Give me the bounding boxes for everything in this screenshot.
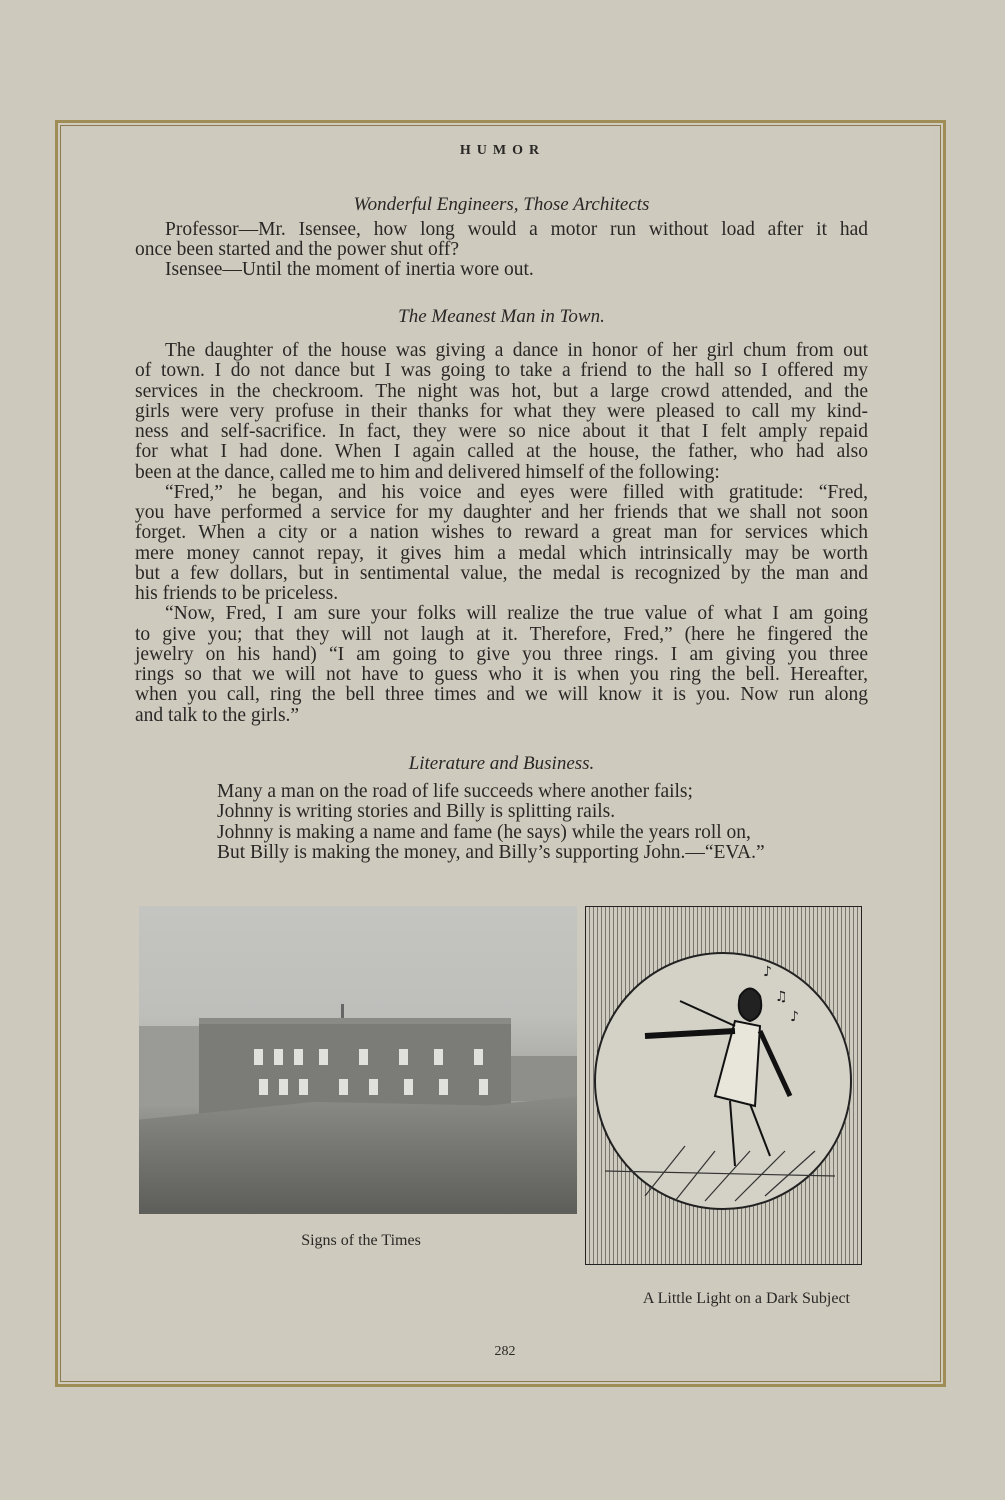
building-window (299, 1079, 308, 1095)
music-note-icon: ♪ (763, 964, 772, 980)
music-note-icon: ♫ (775, 989, 788, 1005)
text-line: and talk to the girls.” (135, 704, 300, 726)
photo-caption: Signs of the Times (301, 1232, 421, 1249)
text-line: “Fred,” he began, and his voice and eyes were filled with gratitude: “Fred, (165, 481, 868, 503)
text-line: to give you; that they will not laugh at it. Therefore, Fred,” (here he fingered the (135, 623, 868, 645)
text-line: forget. When a city or a nation wishes to reward a great man for services which (135, 522, 868, 544)
building-window (474, 1049, 483, 1065)
building-window (399, 1049, 408, 1065)
building-window (339, 1079, 348, 1095)
building-window (319, 1049, 328, 1065)
text-line: The daughter of the house was giving a dance in honor of her girl chum from out (165, 340, 868, 361)
section-title-literature: Literature and Business. (408, 753, 595, 774)
text-line: Professor—Mr. Isensee, how long would a motor run without load after it had (165, 219, 868, 240)
text-line: you have performed a service for my daughter and her friends that we shall not soon (135, 502, 868, 523)
text-line: mere money cannot repay, it gives him a medal which intrinsically may be worth (135, 542, 868, 564)
text-line: Isensee—Until the moment of inertia wore out. (165, 259, 534, 280)
building-window (434, 1049, 443, 1065)
running-header: HUMOR (459, 143, 546, 158)
text-line: his friends to be priceless. (135, 583, 339, 604)
building-window (369, 1079, 378, 1095)
text-line: ness and self-sacrifice. In fact, they were so nice about it that I felt amply repaid (135, 421, 868, 442)
text-line: of town. I do not dance but I was going to take a friend to the hall so I offered my (135, 360, 868, 382)
section-title-engineers: Wonderful Engineers, Those Architects (353, 194, 650, 215)
text-line: Johnny is writing stories and Billy is splitting rails. (217, 801, 616, 822)
music-note-icon: ♪ (790, 1009, 799, 1025)
building-window (404, 1079, 413, 1095)
text-line: once been started and the power shut off? (135, 239, 459, 260)
building-window (254, 1049, 263, 1065)
text-line: girls were very profuse in their thanks for what they were pleased to call my kind- (135, 400, 868, 422)
text-line: “Now, Fred, I am sure your folks will realize the true value of what I am going (165, 603, 868, 625)
building-window (439, 1079, 448, 1095)
building-window (279, 1079, 288, 1095)
text-line: Many a man on the road of life succeeds where another fails; (217, 781, 693, 802)
cartoon-illustration (585, 906, 862, 1265)
section-title-meanest-man: The Meanest Man in Town. (398, 306, 605, 327)
text-line: rings so that we will not have to guess who it is when you ring the bell. Hereafter, (135, 664, 868, 685)
building-window (294, 1049, 303, 1065)
text-line: But Billy is making the money, and Billy’s supporting John.—“EVA.” (217, 842, 765, 863)
photo-building (139, 906, 577, 1214)
text-line: jewelry on his hand) “I am going to give you three rings. I am giving you three (135, 643, 868, 665)
text-line: for what I had done. When I again called at the house, the father, who had also (135, 441, 868, 463)
text-line: but a few dollars, but in sentimental value, the medal is recognized by the man and (135, 562, 868, 584)
cartoon-caption: A Little Light on a Dark Subject (642, 1290, 850, 1307)
building-window (479, 1079, 488, 1095)
page-number: 282 (494, 1344, 516, 1359)
text-line: services in the checkroom. The night was hot, but a large crowd attended, and the (135, 380, 868, 402)
text-line: when you call, ring the bell three times and we will know it is you. Now run along (135, 684, 868, 706)
building-window (274, 1049, 283, 1065)
text-line: Johnny is making a name and fame (he says) while the years roll on, (217, 822, 751, 843)
building-window (359, 1049, 368, 1065)
text-line: been at the dance, called me to him and delivered himself of the following: (135, 461, 720, 483)
building-window (259, 1079, 268, 1095)
